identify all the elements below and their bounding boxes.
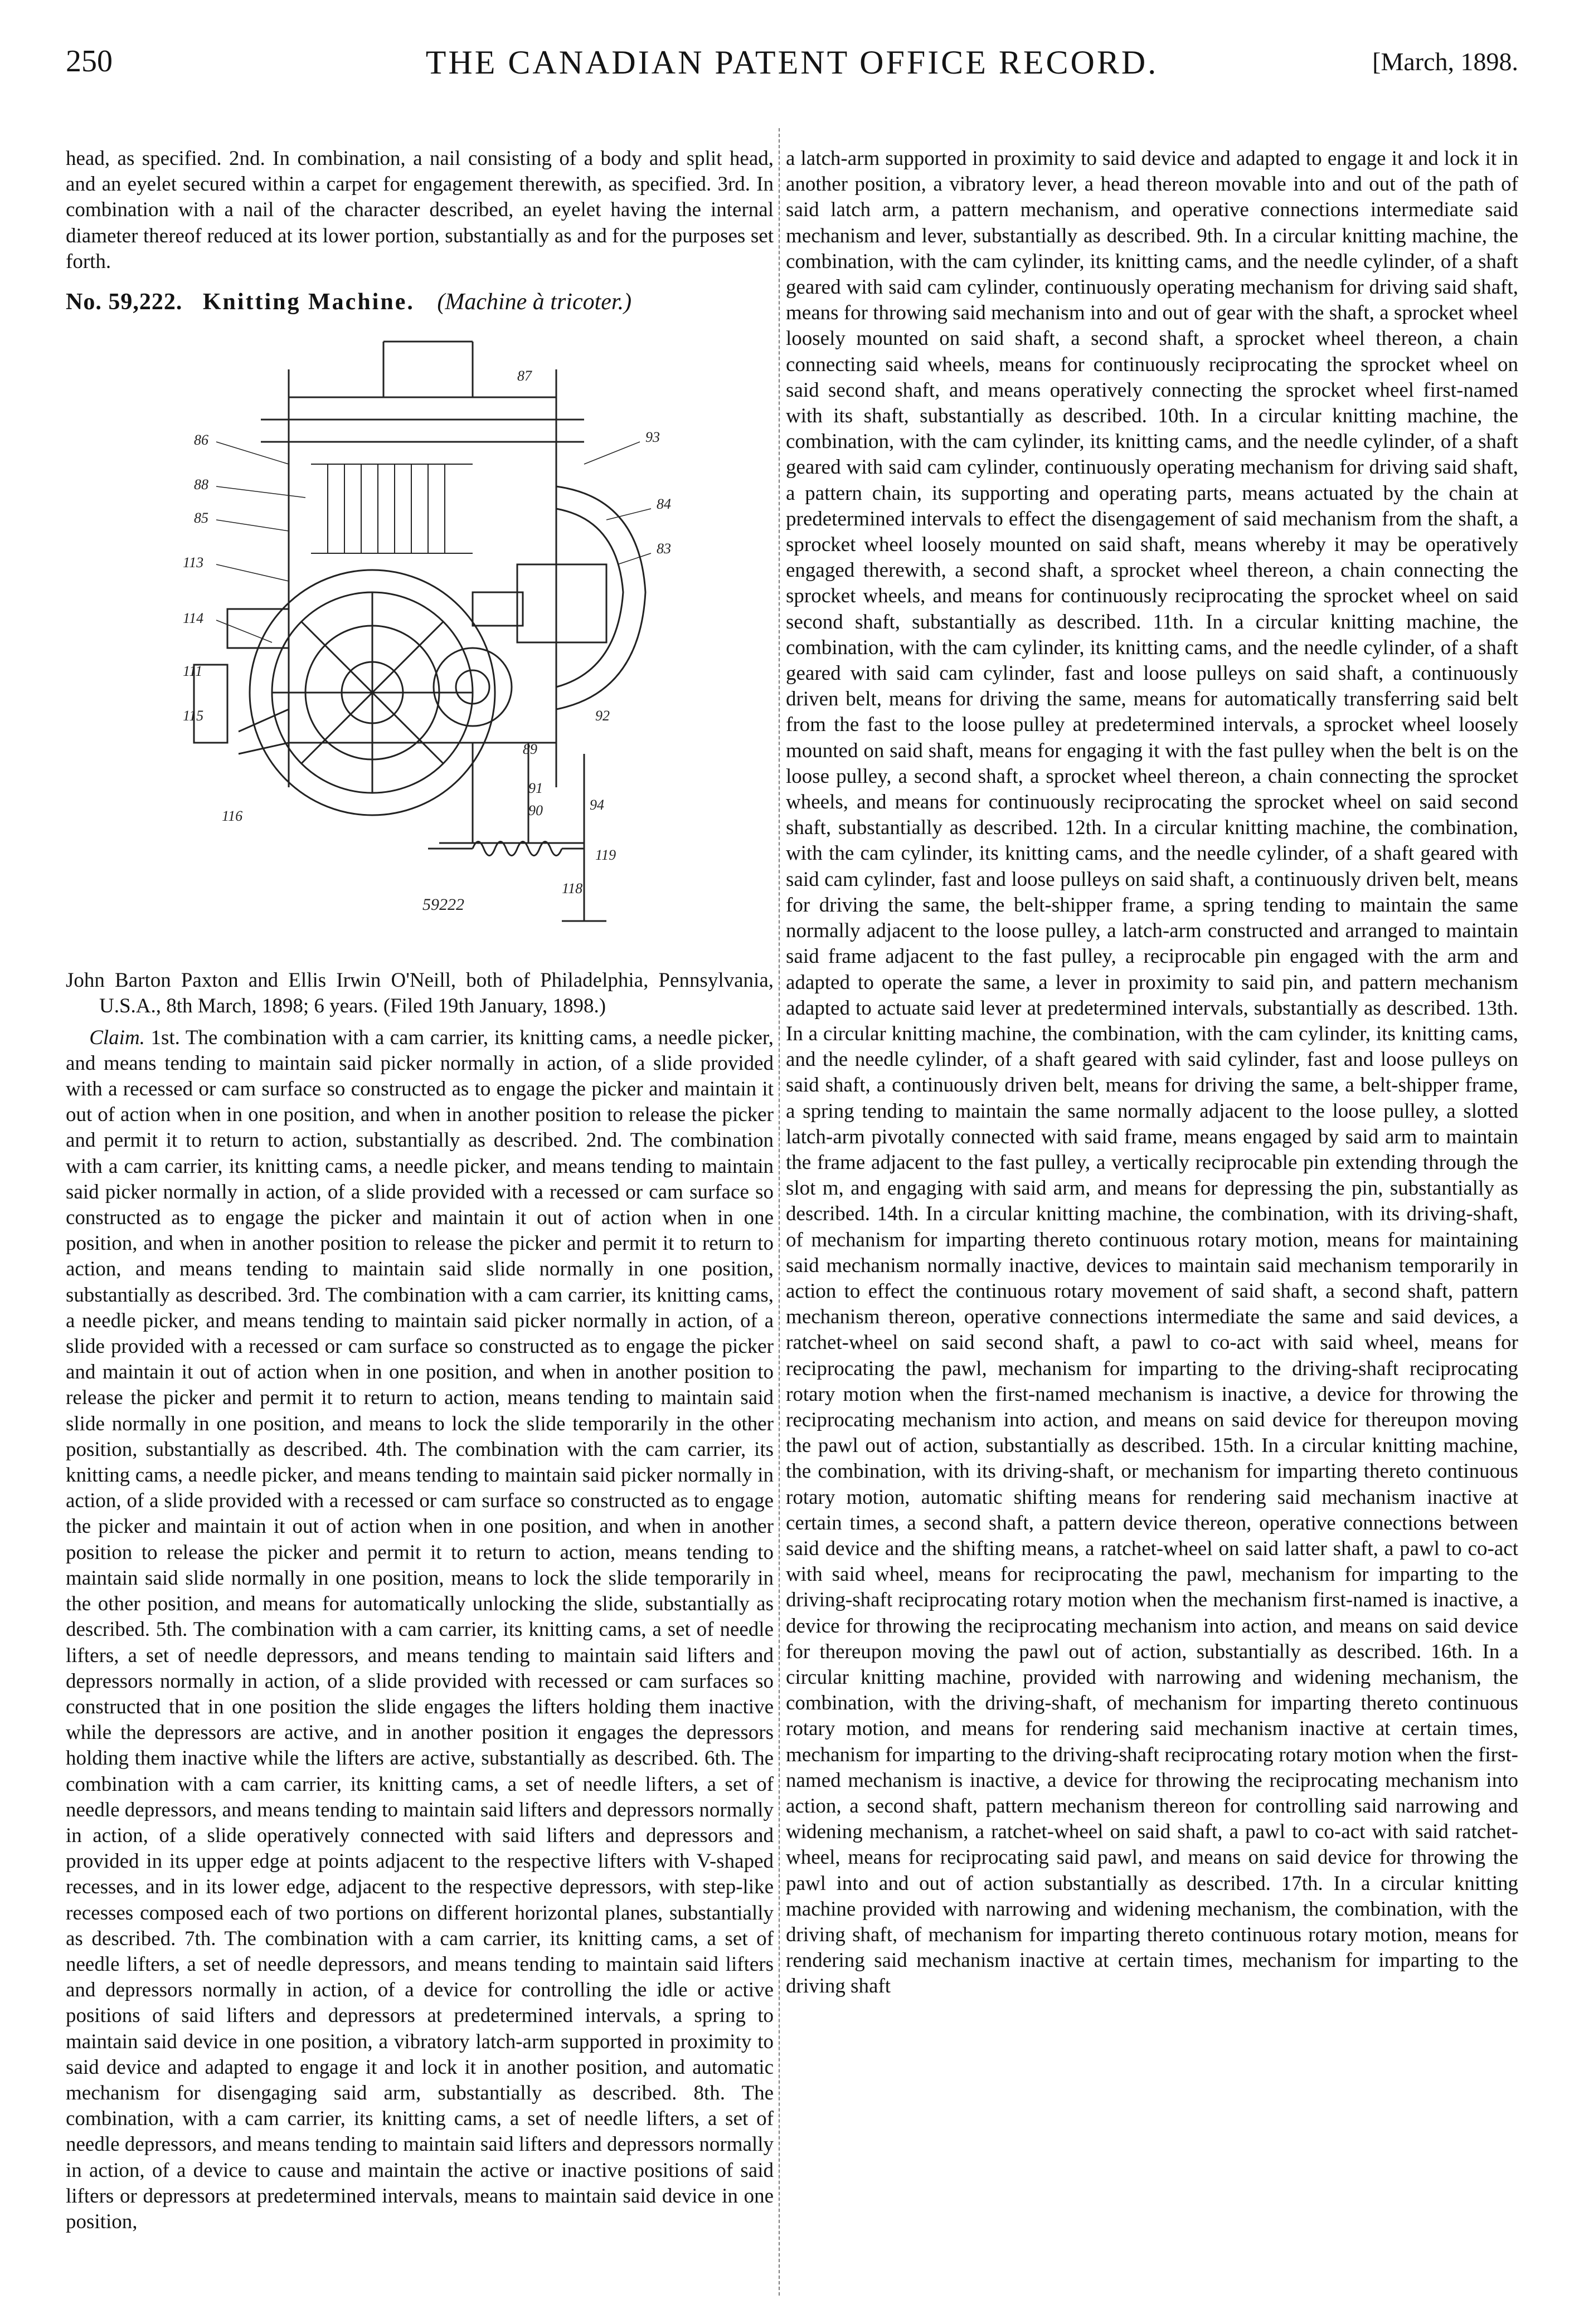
ref-83: 83 bbox=[657, 540, 671, 557]
patent-heading bbox=[66, 289, 774, 315]
left-column bbox=[66, 146, 774, 2235]
ref-89: 89 bbox=[523, 741, 537, 758]
column-divider bbox=[779, 128, 780, 2296]
ref-87: 87 bbox=[517, 368, 532, 384]
claims-text-right: a latch-arm supported in proximity to said device and adapted to engage it and lock it in another position, a vibratory lever, a head thereon movable into and out of the path of said latch arm, a pattern mechanism, and operative connections intermediate said mechanism and lever, substantially as described. 9th. In a circular knitting machine, the combination, with the cam cylinder, its knitting cams, and the needle cylinder, of a shaft geared with said cam cylinder, continuously operating mechanism for driving said shaft, means for throwing said mechanism into and out of gear with the shaft, a sprocket wheel loosely mounted on said shaft, a second shaft, a sprocket wheel thereon, a chain connecting said wheels, means for continuously reciprocating the sprocket wheel on said second shaft, and means operatively connecting the sprocket wheel first-named with its shaft, substantially as described. 10th. In a circular knitting machine, the combination, with the cam cylinder, its knitting cams, and the needle cylinder, of a shaft geared with said cam cylinder, continuously operating mechanism for driving said shaft, a pattern chain, its supporting and operating parts, means actuated by the chain at predetermined intervals to effect the disengagement of said mechanism from the shaft, a sprocket wheel loosely mounted on said shaft, means whereby it may be operatively engaged therewith, a second shaft, a sprocket wheel thereon, a chain connecting the sprocket wheels, and means for continuously reciprocating the sprocket wheel on said second shaft, substantially as described. 11th. In a circular knitting machine, the combination, with the cam cylinder, its knitting cams, and the needle cylinder, of a shaft geared with said cam cylinder, fast and loose pulleys on said shaft, a continuously driven belt, means for driving the same, means for automatically transferring said belt from the fast to the loose pulley at predetermined intervals, a sprocket wheel loosely mounted on said shaft, means for engaging it with the fast pulley when the belt is on the loose pulley, a second shaft, a sprocket wheel thereon, a chain connecting the sprocket wheels, and means for continuously reciprocating the sprocket wheel on said second shaft, substantially as described. 12th. In a circular knitting machine, the combination, with the cam cylinder, its knitting cams, and the needle cylinder, of a shaft geared with said cam cylinder, fast and loose pulleys on said shaft, a continuously driven belt, means for driving the same, the belt-shipper frame, a spring tending to maintain the same normally adjacent to the loose pulley, a latch-arm constructed and arranged to maintain said frame adjacent to the fast pulley, a reciprocable pin engaged with the arm and adapted to operate the same, a lever in proximity to said pin, and pattern mechanism adapted to actuate said lever at predetermined intervals, substantially as described. 13th. In a circular knitting machine, the combination, with the cam cylinder, its knitting cams, and the needle cylinder, of a shaft geared with said cylinder, fast and loose pulleys on said shaft, a continuously driven belt, means for driving the same, a belt-shipper frame, a spring tending to maintain the same normally adjacent to the loose pulley, a slotted latch-arm pivotally connected with said frame, means engaged by said arm to maintain the frame adjacent to the fast pulley, a vertically reciprocable pin extending through the slot m, and engaging with said arm, and means for depressing the pin, substantially as described. 14th. In a circular knitting machine, the combination, with its driving-shaft, of mechanism for imparting thereto continuous rotary motion, means for maintaining said mechanism normally inactive, devices to maintain said mechanism temporarily in action to effect the continuous rotary movement of said shaft, a second shaft, pattern mechanism thereon, operative connections intermediate the same and said devices, a ratchet-wheel on said second shaft, a pawl to co-act with said wheel, means for reciprocating the pawl, mechanism for imparting to the driving-shaft reciprocating rotary motion when the first-named mechanism is inactive, a device for throwing the reciprocating mechanism into action, and means on said device for thereupon moving the pawl out of action, substantially as described. 15th. In a circular knitting machine, the combination, with its driving-shaft, or mechanism for imparting thereto continuous rotary motion, automatic shifting means for rendering said mechanism inactive at certain times, a second shaft, a pattern device thereon, operative connections between said device and the shifting means, a ratchet-wheel on said latter shaft, a pawl to co-act with said wheel, means for reciprocating the pawl, mechanism for imparting to the driving-shaft reciprocating rotary motion when the mechanism first-named is inactive, a device for throwing the reciprocating mechanism into action, and means on said device for thereupon moving the pawl out of action, substantially as described. 16th. In a circular knitting machine, provided with narrowing and widening mechanism, the combination, with the driving-shaft, of mechanism for imparting thereto continuous rotary motion, and means for rendering said mechanism inactive at certain times, mechanism for imparting to the driving-shaft reciprocating rotary motion when the first-named mechanism is inactive, a device for throwing the reciprocating mechanism into action, a second shaft, pattern mechanism thereon for controlling said narrowing and widening mechanism, a ratchet-wheel on said shaft, a pawl to co-act with said ratchet-wheel, means for reciprocating said pawl, and means on said device for throwing the pawl into and out of action substantially as described. 17th. In a circular knitting machine provided with narrowing and widening mechanism, the combination, with the driving shaft, of mechanism for imparting thereto continuous rotary motion, means for rendering said mechanism inactive at certain times, mechanism for imparting to the driving shaft bbox=[786, 147, 1518, 1998]
claims-text-left: 1st. The combination with a cam carrier, its knitting cams, a needle picker, and means tending to maintain said picker normally in action, of a slide provided with a recessed or cam surface so constructed as to engage the picker and maintain it out of action when in one position, and when in another position to release the picker and permit it to return to action, substantially as described. 2nd. The combination with a cam carrier, its knitting cams, a needle picker, and means tending to maintain said picker normally in action, of a slide provided with a recessed or cam surface so constructed as to engage the picker and maintain it out of action when in one position, and when in another position to release the picker and permit it to return to action, and means tending to maintain said slide normally in one position, substantially as described. 3rd. The combination with a cam carrier, its knitting cams, a needle picker, and means tending to maintain said picker normally in action, of a slide provided with a recessed or cam surface so constructed as to engage the picker and maintain it out of action when in one position, and when in another position to release the picker and permit it to return to action, means tending to maintain said slide normally in one position, and means to lock the slide temporarily in the other position, substantially as described. 4th. The combination with the cam carrier, its knitting cams, a needle picker, and means tending to maintain said picker normally in action, of a slide provided with a recessed or cam surface so constructed as to engage the picker and maintain it out of action when in one position, and when in another position to release the picker and permit it to return to action, means tending to maintain said slide normally in one position, means to lock the slide temporarily in the other position, and means for automatically unlocking the slide, substantially as described. 5th. The combination with a cam carrier, its knitting cams, a set of needle lifters, a set of needle depressors, and means tending to maintain said lifters and depressors normally in action, of a slide provided with recessed or cam surfaces so constructed that in one position the slide engages the lifters holding them inactive while the depressors are active, and in another position it engages the depressors holding them inactive while the lifters are active, substantially as described. 6th. The combination with a cam carrier, its knitting cams, a set of needle lifters, a set of needle depressors, and means tending to maintain said lifters and depressors normally in action, of a slide operatively connected with said lifters and depressors and provided in its upper edge at points adjacent to the respective lifters with V-shaped recesses, and in its lower edge, adjacent to the respective depressors, with step-like recesses composed each of two portions on different horizontal planes, substantially as described. 7th. The combination with a cam carrier, its knitting cams, a set of needle lifters, a set of needle depressors, and means tending to maintain said lifters and depressors normally in action, of a device for controlling the idle or active positions of said lifters and depressors at predetermined intervals, a spring to maintain said device in one position, a vibratory latch-arm supported in proximity to said device and adapted to engage it and lock it in another position, and automatic mechanism for disengaging said arm, substantially as described. 8th. The combination, with a cam carrier, its knitting cams, a set of needle lifters, a set of needle depressors, and means tending to maintain said lifters and depressors normally in action, of a device to cause and maintain the active or inactive positions of said lifters or depressors at predetermined intervals, means to maintain said device in one position, bbox=[66, 1026, 774, 2233]
patent-french-name: (Machine à tricoter.) bbox=[437, 289, 632, 315]
right-column bbox=[786, 146, 1518, 2000]
continued-claims-text: head, as specified. 2nd. In combination, a nail consisting of a body and split head, and an eyelet secured within a carpet for engagement therewith, as specified. 3rd. In combination with a nail of the character described, an eyelet having the internal diameter thereof reduced at its lower portion, substantially as and for the purposes set forth. bbox=[66, 147, 774, 273]
ref-113: 113 bbox=[183, 554, 204, 571]
knitting-machine-drawing bbox=[161, 330, 718, 949]
ref-93: 93 bbox=[645, 429, 660, 446]
issue-date: [March, 1898. bbox=[1372, 47, 1518, 76]
ref-119: 119 bbox=[595, 847, 616, 864]
claims-paragraph bbox=[66, 1025, 774, 2235]
ref-84: 84 bbox=[657, 496, 671, 513]
ref-91: 91 bbox=[528, 780, 543, 797]
ref-92: 92 bbox=[595, 708, 610, 724]
patent-number: No. 59,222. bbox=[66, 289, 183, 315]
patent-drawing bbox=[161, 330, 718, 949]
page-header bbox=[66, 43, 1518, 88]
ref-90: 90 bbox=[528, 802, 543, 819]
ref-85: 85 bbox=[194, 510, 208, 527]
claim-label: Claim. bbox=[89, 1026, 145, 1049]
journal-title: THE CANADIAN PATENT OFFICE RECORD. bbox=[425, 44, 1159, 81]
ref-88: 88 bbox=[194, 476, 208, 493]
page-number: 250 bbox=[66, 44, 113, 79]
ref-111: 111 bbox=[183, 663, 203, 680]
drawing-number: 59222 bbox=[422, 895, 464, 914]
patent-name: Knitting Machine. bbox=[202, 289, 415, 315]
ref-118: 118 bbox=[562, 880, 583, 897]
ref-115: 115 bbox=[183, 708, 204, 724]
ref-86: 86 bbox=[194, 432, 208, 449]
inventors-line: John Barton Paxton and Ellis Irwin O'Neill, both of Philadelphia, Pennsylvania, U.S.A., 8th March, 1898; 6 years. (Filed 19th January, 1898.) bbox=[66, 969, 774, 1018]
ref-114: 114 bbox=[183, 610, 204, 627]
ref-116: 116 bbox=[222, 808, 243, 825]
ref-94: 94 bbox=[590, 797, 604, 813]
